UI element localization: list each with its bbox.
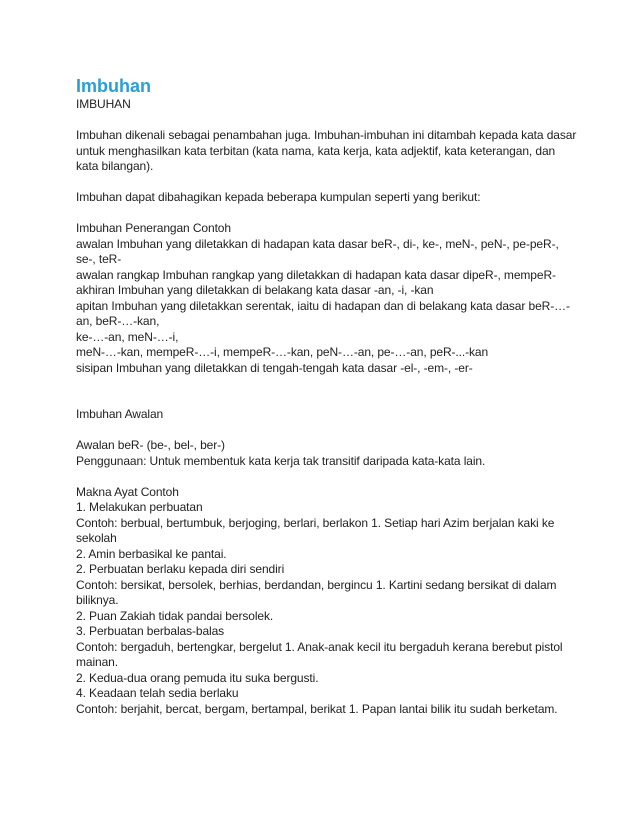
makna-line: 2. Kedua-dua orang pemuda itu suka bergusti.	[76, 670, 319, 685]
makna-line: Contoh: bersikat, bersolek, berhias, berdandan, bergincu 1. Kartini sedang bersikat di dalam	[76, 577, 557, 592]
imbuhan-table	[76, 221, 578, 376]
table-header: Imbuhan Penerangan Contoh	[76, 221, 231, 235]
table-row: sisipan Imbuhan yang diletakkan di tengah-tengah kata dasar -el-, -em-, -er-	[76, 360, 473, 375]
makna-line: 2. Puan Zakiah tidak pandai bersolek.	[76, 608, 274, 623]
table-row: apitan Imbuhan yang diletakkan serentak, iaitu di hadapan dan di belakang kata dasar beR-…-	[76, 298, 570, 313]
document-title: Imbuhan	[76, 76, 151, 96]
section-heading: Imbuhan Awalan	[76, 407, 164, 421]
table-row: akhiran Imbuhan yang diletakkan di belakang kata dasar -an, -i, -kan	[76, 283, 434, 297]
intro-line: Imbuhan dikenali sebagai penambahan juga. Imbuhan-imbuhan ini ditambah kepada kata dasar	[76, 128, 577, 142]
spacer	[76, 175, 578, 191]
spacer	[76, 469, 578, 485]
awalan-line: Penggunaan: Untuk membentuk kata kerja tak transitif daripada kata-kata lain.	[76, 453, 486, 468]
makna-line: Contoh: bergaduh, bertengkar, bergelut 1. Anak-anak kecil itu bergaduh kerana berebut pistol	[76, 639, 563, 654]
makna-header: Makna Ayat Contoh	[76, 484, 179, 499]
makna-line: Contoh: berjahit, bercat, bergam, bertampal, berikat 1. Papan lantai bilik itu sudah berketam.	[76, 701, 558, 716]
table-row: awalan Imbuhan yang diletakkan di hadapan kata dasar beR-, di-, ke-, meN-, peN-, pe-peR-,	[76, 236, 559, 251]
spacer	[76, 206, 578, 222]
table-row: meN-…-kan, mempeR-…-i, mempeR-…-kan, peN-…-an, pe-…-an, peR-...-kan	[76, 345, 489, 359]
awalan-line: Awalan beR- (be-, bel-, ber-)	[76, 438, 225, 452]
spacer	[76, 423, 578, 439]
table-row: an, beR-…-kan,	[76, 314, 160, 328]
makna-line: 4. Keadaan telah sedia berlaku	[76, 686, 239, 700]
makna-line: 2. Amin berbasikal ke pantai.	[76, 546, 227, 561]
awalan-block	[76, 438, 578, 469]
groups-intro: Imbuhan dapat dibahagikan kepada beberapa kumpulan seperti yang berikut:	[76, 190, 481, 204]
table-row: se-, teR-	[76, 252, 122, 266]
document-heading: IMBUHAN	[76, 97, 131, 111]
makna-line: 1. Melakukan perbuatan	[76, 500, 203, 514]
intro-line: untuk menghasilkan kata terbitan (kata nama, kata kerja, kata adjektif, kata keterangan, dan	[76, 143, 556, 158]
makna-table	[76, 485, 578, 718]
makna-line: Contoh: berbual, bertumbuk, berjoging, berlari, berlakon 1. Setiap hari Azim berjalan kaki ke	[76, 515, 555, 530]
makna-line: 2. Perbuatan berlaku kepada diri sendiri	[76, 562, 285, 576]
intro-line: kata bilangan).	[76, 159, 154, 173]
spacer	[76, 376, 578, 407]
spacer	[76, 113, 578, 129]
makna-line: sekolah	[76, 531, 117, 545]
table-row: ke-…-an, meN-…-i,	[76, 329, 179, 344]
makna-line: 3. Perbuatan berbalas-balas	[76, 624, 225, 638]
makna-line: mainan.	[76, 655, 118, 669]
table-row: awalan rangkap Imbuhan rangkap yang diletakkan di hadapan kata dasar dipeR-, mempeR-	[76, 267, 556, 282]
intro-paragraph	[76, 128, 578, 175]
makna-line: biliknya.	[76, 593, 119, 607]
